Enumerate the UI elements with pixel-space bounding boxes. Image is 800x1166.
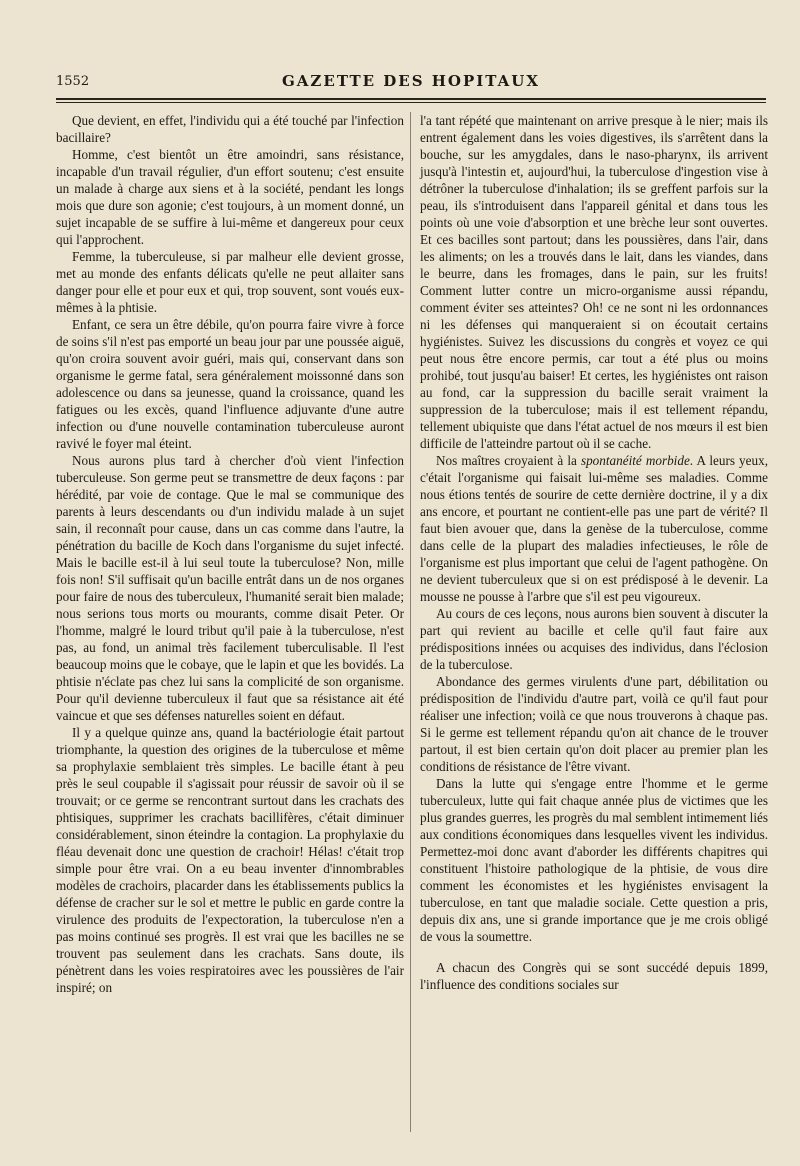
text-run: Nos maîtres croyaient à la <box>436 453 581 468</box>
paragraph: Dans la lutte qui s'engage entre l'homme et le germe tuberculeux, lutte qui fait chaque année plus de victimes que les plus grandes guerres, les progrès du mal semblent intimement liés aux conditions économiques dans lesquelles vivent les individus. Permettez-moi donc avant d'aborder les différents chapitres qui constituent l'histoire pathologique de la phtisie, de vous dire comment les économistes et les hygiénistes envisagent la tuberculose, en tant que maladie sociale. Cette question a pris, depuis dix ans, une si grande importance que je me crois obligé de vous la soumettre. <box>420 776 768 944</box>
right-column <box>420 112 768 993</box>
paragraph: Au cours de ces leçons, nous aurons bien souvent à discuter la part qui revient au bacille et celle qu'il faut faire aux prédispositions innées ou acquises des individus, dans l'éclosion de la tuberculose. <box>420 606 768 672</box>
paragraph: Nous aurons plus tard à chercher d'où vient l'infection tuberculeuse. Son germe peut se transmettre de deux façons : par hérédité, par voie de contage. Que le mal se communique des parents à leurs descendants ou d'un individu malade à un sujet sain, il reconnaît pour cause, dans un cas comme dans l'autre, la pénétration du bacille de Koch dans l'organisme du sujet infecté. Mais le bacille est-il à lui seul toute la tuberculose? Non, mille fois non! S'il suffisait qu'un bacille entrât dans un de nos organes pour faire de nous des tuberculeux, l'humanité serait bien malade; nous serions tous morts ou mourants, comme disait Peter. Or l'homme, malgré le lourd tribut qu'il paie à la tuberculose, n'est pas, au fond, un animal très facilement tuberculisable. Il l'est beaucoup moins que le cobaye, que le lapin et que les bovidés. La phtisie n'éclate pas chez lui sans la complicité de son organisme. Pour qu'il devienne tuberculeux il faut que sa résistance ait été vaincue et que ses défenses naturelles soient en défaut. <box>56 453 404 723</box>
left-column <box>56 112 404 996</box>
header-rule <box>56 98 766 100</box>
column-divider <box>410 112 411 1132</box>
paragraph: Que devient, en effet, l'individu qui a été touché par l'infection bacillaire? <box>56 113 404 145</box>
header-rule-thin <box>56 102 766 103</box>
paragraph: Enfant, ce sera un être débile, qu'on pourra faire vivre à force de soins s'il n'est pas emporté un beau jour par une poussée aiguë, qu'on croira souvent avoir guéri, mais qui, conservant dans son organisme le germe fatal, sera généralement moissonné dans son adolescence ou dans sa jeunesse, quand la croissance, quand les fatigues ou les excès, quand l'influence adjuvante d'une autre infection ou d'une nouvelle contamination tuberculeuse auront ravivé le foyer mal éteint. <box>56 317 404 451</box>
paragraph: Abondance des germes virulents d'une part, débilitation ou prédisposition de l'individu d'autre part, voilà ce qu'il faut pour réaliser une infection; voilà ce que nous trouverons à chaque pas. Si le germe est tellement répandu qu'on ait chance de le trouver partout, il est bien certain qu'on doit placer au premier plan les conditions de résistance de l'être vivant. <box>420 674 768 774</box>
paragraph: Homme, c'est bientôt un être amoindri, sans résistance, incapable d'un travail régulier, d'un effort soutenu; c'est ensuite un malade à charge aux siens et à la société, pendant les longs mois que dure son agonie; c'est toujours, à un moment donné, un sujet incapable de se suffire à lui-même et dangereux pour ceux qui l'approchent. <box>56 147 404 247</box>
paragraph: A chacun des Congrès qui se sont succédé depuis 1899, l'influence des conditions sociales sur <box>420 960 768 992</box>
paragraph <box>420 452 768 605</box>
page-number: 1552 <box>56 74 90 89</box>
page-header <box>56 70 766 94</box>
paragraph: Il y a quelque quinze ans, quand la bactériologie était partout triomphante, la question des origines de la tuberculose et même sa prophylaxie semblaient très simples. Le bacille étant à peu près le seul coupable il s'agissait pour réussir de savoir où il se trouvait; or ce germe se rencontrant surtout dans les crachats des phtisiques, supprimer les crachats bacillifères, c'était diminuer considérablement, sinon éteindre la contagion. La prophylaxie du fléau devenait donc une question de crachoir! Hélas! c'était trop simple pour être vrai. On a eu beau inventer d'innombrables modèles de crachoirs, placarder dans les établissements publics la défense de cracher sur le sol et mettre le public en garde contre la virulence des produits de l'expectoration, la tuberculose n'en a pas moins continué ses progrès. Il est vrai que les bacilles ne se trouvent pas seulement dans les crachats. Sans doute, ils pénètrent dans les voies respiratoires avec les poussières de l'air inspiré; on <box>56 725 404 995</box>
journal-title: GAZETTE DES HOPITAUX <box>281 72 540 90</box>
paragraph: l'a tant répété que maintenant on arrive presque à le nier; mais ils entrent également dans les voies digestives, ils s'arrêtent dans la bouche, sur les amygdales, dans le naso-pharynx, ils arrivent jusqu'à l'intestin et, aujourd'hui, la tuberculose d'ingestion vise à détrôner la tuberculose d'inhalation; ils se greffent parfois sur la peau, ils s'introduisent dans l'appareil génital et dans tous les points où une voie d'absorption et une brèche leur sont ouvertes. Et ces bacilles sont partout; dans les poussières, dans l'air, dans les aliments; on les a trouvés dans le lait, dans les viandes, dans le beurre, dans les fromages, dans le pain, sur les fruits! Comment lutter contre un micro-organisme aussi répandu, comment éviter ses atteintes? Oh! ce ne sont ni les ordonnances ni les défenses qui manqueraient si on écoutait certains hygiénistes. Suivez les discussions du congrès et voyez ce qui peut nous être encore permis, car tout a été plus ou moins prohibé, tout jusqu'au baiser! Et certes, les hygiénistes ont raison au fond, car la suppression du bacille serait vraiment la suppression de la tuberculose; mais il est tellement répandu, tellement ubiquiste que dans l'état actuel de nos mœurs il est bien difficile de l'atteindre partout où il se cache. <box>420 113 768 451</box>
italic-term: spontanéité morbide <box>580 453 690 468</box>
text-run: . A leurs yeux, c'était l'organisme qui faisait lui-même ses maladies. Comme nous étions tentés de sourire de cette dernière doctrine, il y a dix ans encore, et pourtant ne contient-elle pas une part de vérité? Il faut bien avouer que, dans la genèse de la tuberculose, comme dans celle de la plupart des maladies infectieuses, le rôle de l'organisme est plus important que celui de l'agent pathogène. On ne devient tuberculeux que si on est prédisposé à le devenir. La mousse ne pousse à l'arbre que s'il est peu vigoureux. <box>420 453 768 604</box>
paragraph: Femme, la tuberculeuse, si par malheur elle devient grosse, met au monde des enfants délicats qu'elle ne peut allaiter sans danger pour elle et pour eux et qui, trop souvent, sont voués eux-mêmes à la phtisie. <box>56 249 404 315</box>
